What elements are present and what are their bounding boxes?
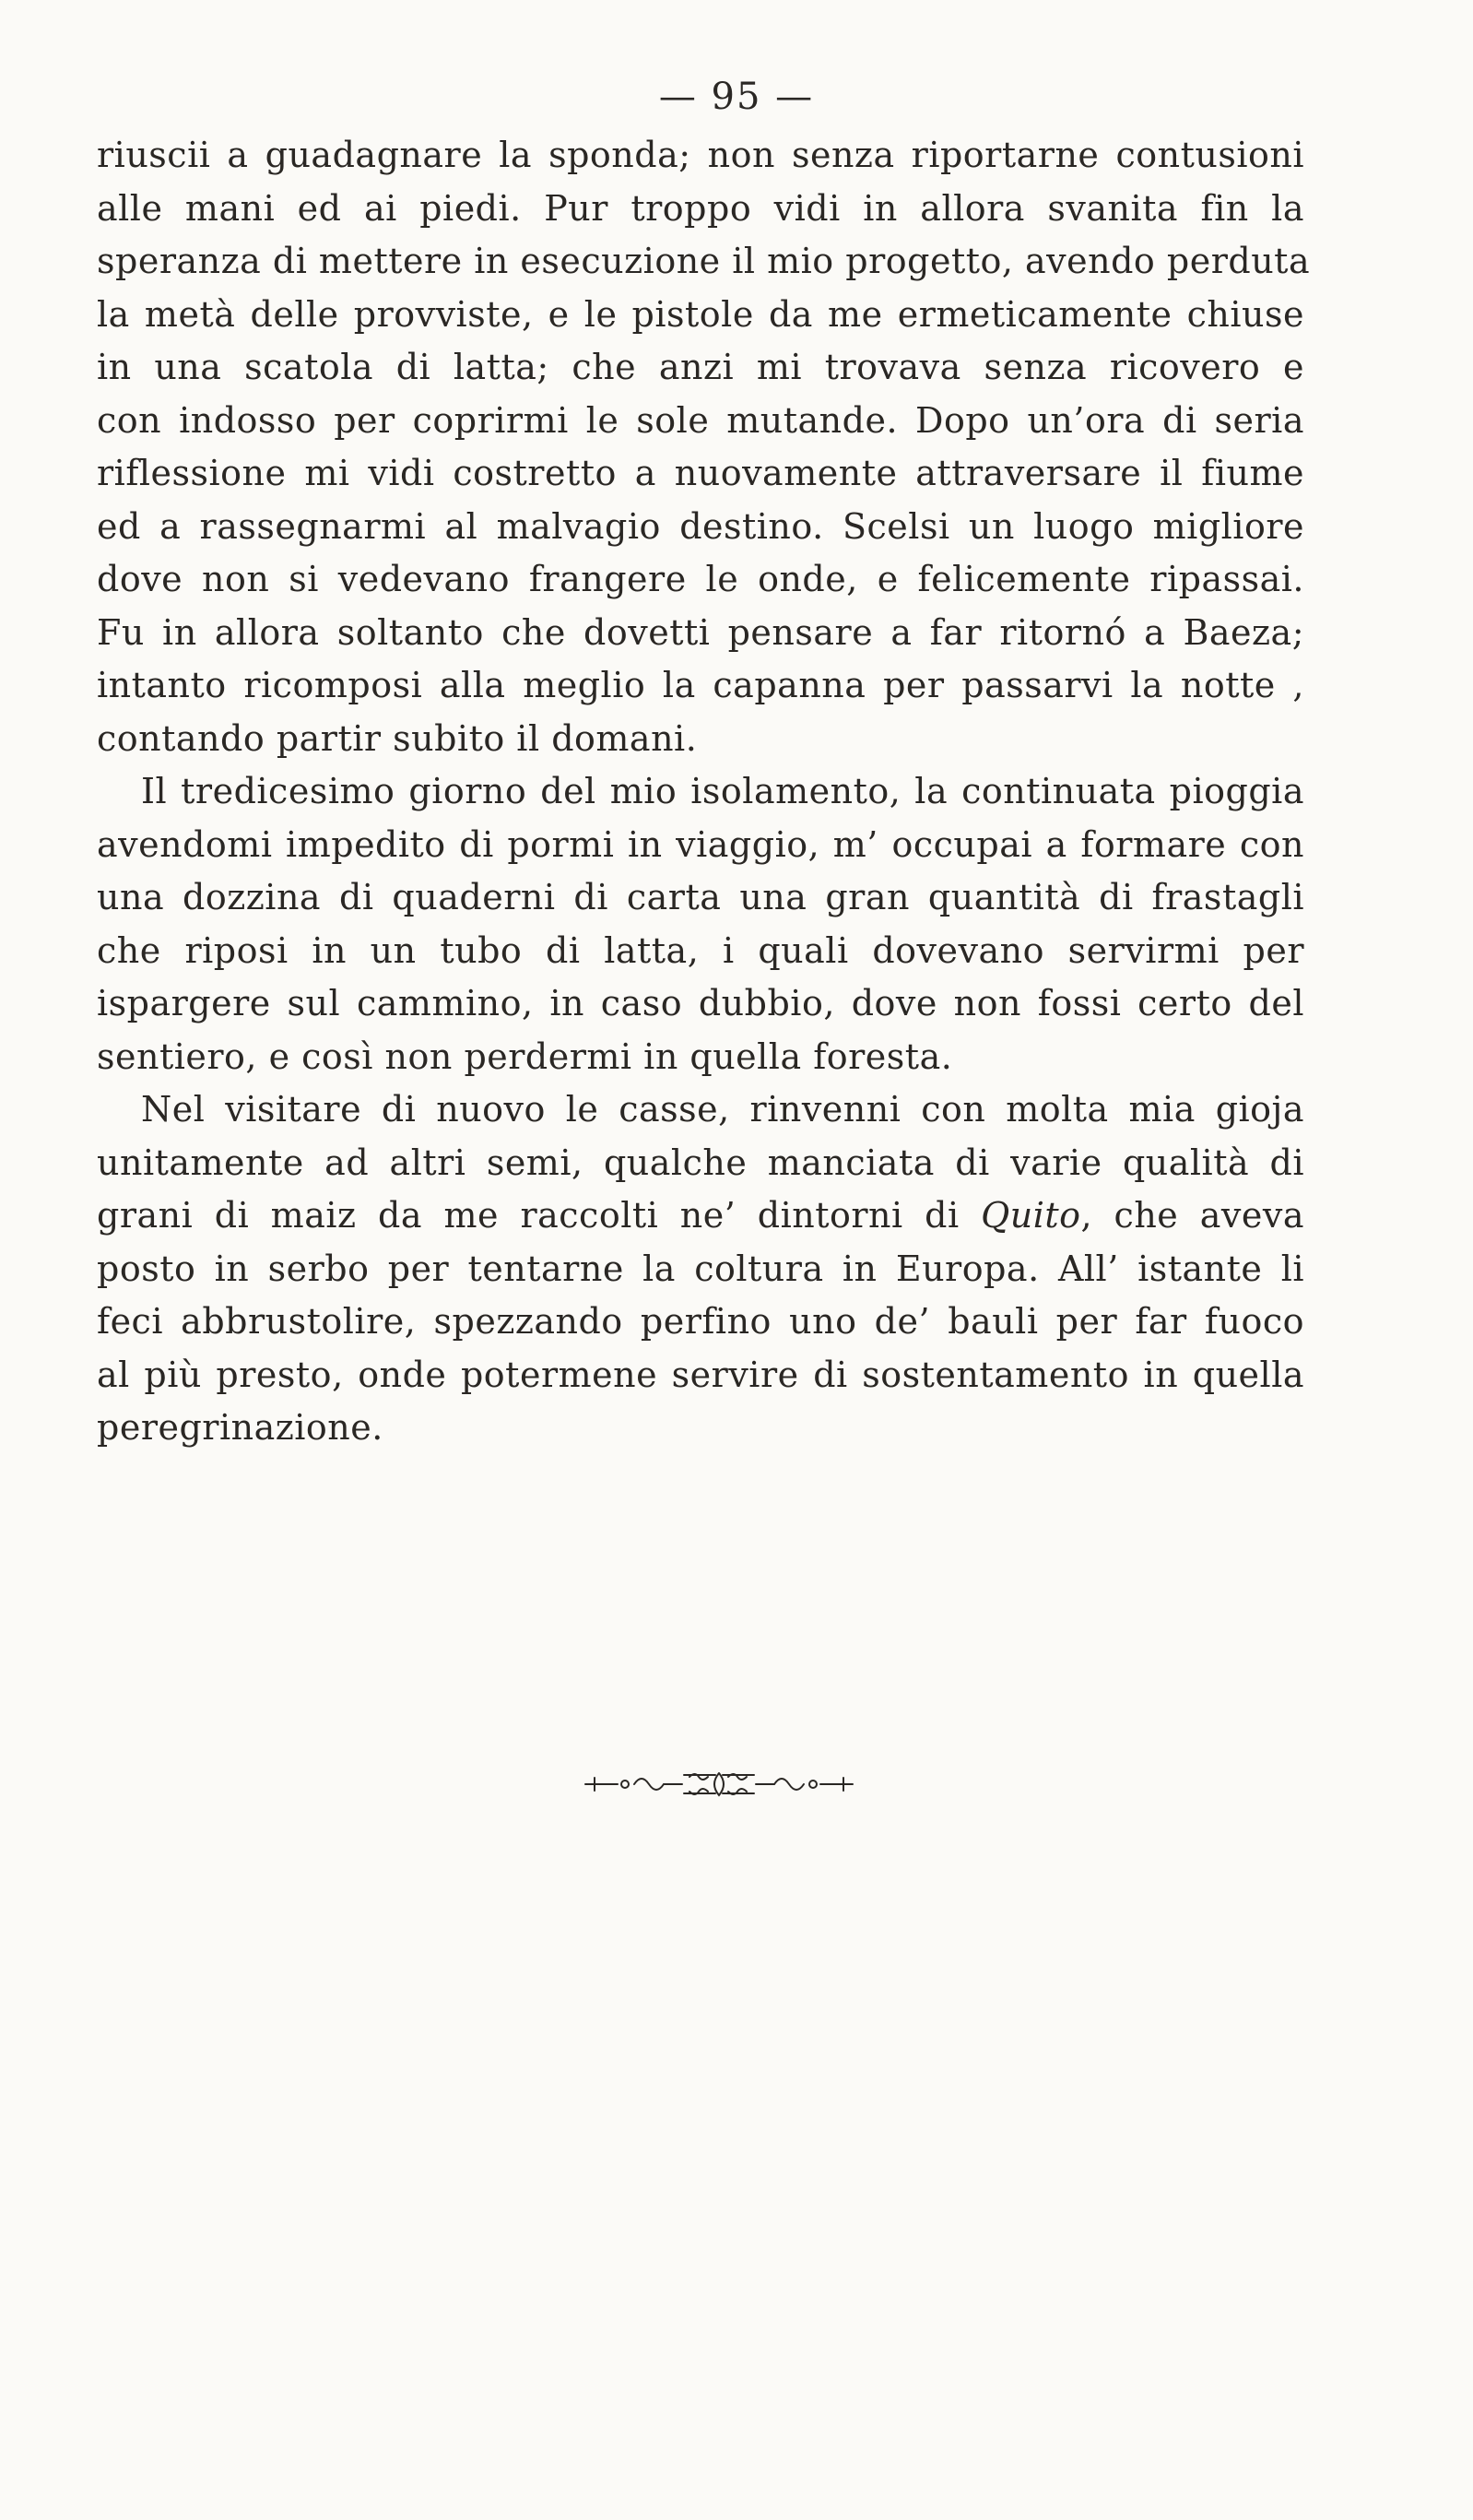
text-line: feci abbrustolire, spezzando perfino uno de’ bauli per far fuoco — [97, 1301, 1304, 1342]
text-line: con indosso per coprirmi le sole mutande. Dopo un’ora di seria — [97, 399, 1304, 441]
text-line: speranza di mettere in esecuzione il mio progetto, avendo perduta — [97, 241, 1311, 281]
text-line: avendomi impedito di pormi in viaggio, m’ occupai a formare con — [97, 823, 1304, 865]
text-line: in una scatola di latta; che anzi mi trovava senza ricovero e — [97, 347, 1304, 387]
body-text — [97, 129, 1311, 1455]
text-line: intanto ricomposi alla meglio la capanna per passarvi la notte , — [97, 665, 1304, 705]
tailpiece-ornament-icon — [581, 1766, 857, 1803]
text-line-with-italic — [97, 1189, 1304, 1243]
text-fragment: , che aveva — [1080, 1195, 1304, 1236]
text-line: unitamente ad altri semi, qualche manciata di varie qualità di — [97, 1142, 1304, 1183]
paragraph-3 — [97, 1083, 1304, 1455]
page-number: — 95 — — [658, 76, 815, 118]
text-line: Il tredicesimo giorno del mio isolamento, la continuata pioggia — [141, 771, 1304, 811]
text-line: che riposi in un tubo di latta, i quali dovevano servirmi per — [97, 929, 1304, 971]
text-line: peregrinazione. — [97, 1407, 383, 1448]
text-line: dove non si vedevano frangere le onde, e felicemente ripassai. — [97, 559, 1304, 599]
text-line: sentiero, e così non perdermi in quella foresta. — [97, 1035, 953, 1077]
text-line: riflessione mi vidi costretto a nuovamente attraversare il fiume — [97, 453, 1304, 493]
text-line: riuscii a guadagnare la sponda; non senza riportarne contusioni — [97, 135, 1304, 175]
text-line: al più presto, onde potermene servire di sostentamento in quella — [97, 1354, 1304, 1395]
paragraph-2 — [97, 765, 1304, 1083]
paragraph-1 — [97, 129, 1311, 765]
text-line: Nel visitare di nuovo le casse, rinvenni con molta mia gioja — [141, 1089, 1304, 1130]
text-line: la metà delle provviste, e le pistole da me ermeticamente chiuse — [97, 293, 1304, 335]
place-name-italic: Quito — [981, 1195, 1081, 1236]
text-fragment: grani di maiz da me raccolti ne’ dintorni di — [97, 1195, 982, 1236]
text-line: ispargere sul cammino, in caso dubbio, dove non fossi certo del — [97, 983, 1304, 1023]
text-line: posto in serbo per tentarne la coltura in Europa. All’ istante li — [97, 1248, 1304, 1289]
text-line: ed a rassegnarmi al malvagio destino. Scelsi un luogo migliore — [97, 505, 1304, 547]
text-line: alle mani ed ai piedi. Pur troppo vidi in allora svanita fin la — [97, 187, 1304, 229]
text-line: Fu in allora soltanto che dovetti pensare a far ritornó a Baeza; — [97, 611, 1304, 653]
text-line: una dozzina di quaderni di carta una gran quantità di frastagli — [97, 877, 1304, 917]
text-line: contando partir subito il domani. — [97, 717, 698, 759]
